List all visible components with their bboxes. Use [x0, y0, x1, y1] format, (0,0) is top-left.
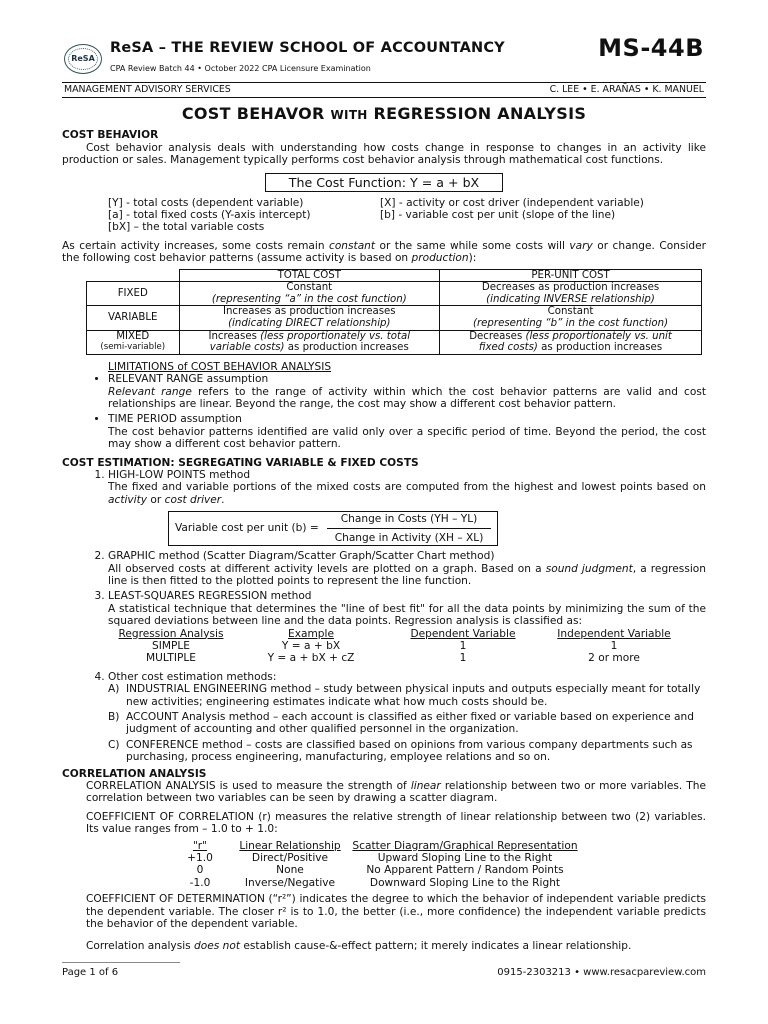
cost-function-box: The Cost Function: Y = a + bX	[265, 173, 503, 192]
formula-fraction	[327, 513, 492, 544]
text-run: (less proportionately vs. total	[260, 330, 411, 342]
logo-ring	[68, 48, 98, 70]
text-run: or change. Consider the following cost behavior patterns (assume activity is based on	[62, 239, 707, 265]
text-run: as production increases	[284, 342, 409, 354]
list-item	[108, 550, 706, 587]
regression-header: Dependent Variable	[410, 627, 516, 640]
column-header-per-unit-cost: PER-UNIT COST	[440, 269, 702, 282]
correlation-cell: None	[276, 864, 304, 877]
table-row	[87, 282, 702, 306]
list-item-body	[108, 386, 706, 411]
correlation-note	[86, 940, 706, 952]
text-run: Correlation analysis	[86, 940, 195, 953]
table-cell	[440, 282, 702, 306]
text-run: ):	[468, 252, 477, 265]
cell-line: Decreases as production increases	[481, 282, 660, 294]
list-item	[108, 413, 706, 450]
text-run: fixed costs)	[478, 342, 538, 354]
estimation-methods-list	[62, 469, 706, 764]
text-run: As certain activity increases, some costs remain	[62, 239, 329, 252]
school-subtitle: CPA Review Batch 44 • October 2022 CPA Licensure Examination	[110, 64, 371, 73]
cell-line: (representing “b” in the cost function)	[472, 318, 669, 330]
cell-line: (indicating INVERSE relationship)	[486, 293, 655, 305]
document-code: MS-44B	[598, 34, 704, 62]
logo-text: ReSA	[71, 53, 95, 63]
list-item	[108, 683, 706, 708]
page-number: Page 1 of 6	[62, 967, 119, 978]
behavior-patterns-paragraph	[62, 240, 706, 265]
text-run: Increases	[208, 330, 261, 342]
text-run: refers to the range of activity within which the cost behavior patterns are valid and cost relationships are linear. Beyond the range, the cost may show a different cost behavior pattern.	[108, 385, 706, 411]
correlation-paragraph-2: COEFFICIENT OF CORRELATION (r) measures the relative strength of linear relationship between two (2) variables. Its value ranges from – 1.0 to + 1.0:	[86, 810, 706, 836]
cell-line	[182, 331, 438, 343]
text-run: establish cause-&-effect pattern; it merely indicates a linear relationship.	[240, 940, 632, 953]
correlation-cell: No Apparent Pattern / Random Points	[366, 864, 564, 877]
text-run: activity	[108, 493, 148, 506]
list-item	[108, 711, 706, 736]
regression-cell: 1	[459, 639, 467, 652]
text-run: relationship between two or more variables. The correlation between two variables can be seen by drawing a scatter diagram.	[86, 780, 706, 805]
text-run: vary	[569, 239, 593, 252]
page-title	[62, 104, 706, 123]
legend-item: [a] - total fixed costs (Y-axis intercept)	[108, 209, 311, 222]
correlation-cell: Upward Sloping Line to the Right	[377, 852, 553, 865]
cell-line	[442, 331, 699, 343]
table-cell	[179, 306, 440, 330]
text-run: , a regression line is then fitted to the plotted points to represent the line function.	[108, 562, 706, 587]
text-run: does not	[194, 940, 241, 953]
list-item	[108, 469, 706, 546]
cost-behavior-table	[86, 269, 702, 355]
legend-item	[380, 221, 706, 233]
limitations-heading: LIMITATIONS of COST BEHAVIOR ANALYSIS	[108, 360, 332, 373]
page-footer	[62, 962, 706, 979]
table-cell	[179, 330, 440, 354]
table-row	[87, 330, 702, 354]
text-run: linear	[410, 780, 441, 792]
table-header-row	[87, 269, 702, 282]
cell-line: MIXED	[116, 330, 150, 342]
list-item-title: • TIME PERIOD assumption	[108, 413, 242, 426]
formula-box	[168, 511, 498, 546]
list-text: INDUSTRIAL ENGINEERING method – study between physical inputs and outputs especially meant for totally new activities; engineering estimates indicate what how much costs should be.	[126, 683, 701, 708]
cell-line: (semi-variable)	[100, 342, 166, 353]
text-run: All observed costs at different activity levels are plotted on a graph. Based on a	[108, 562, 546, 575]
cell-line: (indicating DIRECT relationship)	[228, 318, 391, 330]
regression-header: Example	[288, 627, 334, 640]
correlation-cell: -1.0	[189, 876, 211, 889]
limitations-list	[62, 373, 706, 450]
cell-line: Constant	[547, 306, 594, 318]
legend-item: [bX] – the total variable costs	[108, 221, 265, 234]
list-text: ACCOUNT Analysis method – each account is classified as either fixed or variable based on experience and judgment of accounting and other qualified personnel in the organization.	[126, 710, 694, 736]
text-run: constant	[329, 239, 376, 252]
list-item-body	[108, 481, 706, 506]
correlation-cell: +1.0	[187, 852, 213, 865]
legend-item: [Y] - total costs (dependent variable)	[108, 196, 304, 209]
text-run: cost driver	[164, 493, 222, 506]
section-heading-correlation: CORRELATION ANALYSIS	[62, 767, 207, 780]
table-row	[87, 306, 702, 330]
cost-behavior-intro: Cost behavior analysis deals with understanding how costs change in response to changes in an activity like production or sales. Management typically performs cost behavior analysis through mathematical cost functions.	[62, 141, 706, 167]
formula-denominator: Change in Activity (XH – XL)	[334, 531, 484, 544]
section-heading-cost-estimation: COST ESTIMATION: SEGREGATING VARIABLE & FIXED COSTS	[62, 456, 419, 469]
text-run: or the same while some costs will	[375, 239, 570, 252]
regression-cell: Y = a + bX + cZ	[267, 652, 355, 665]
correlation-table	[170, 840, 706, 890]
high-low-formula	[168, 511, 706, 546]
regression-cell: SIMPLE	[152, 639, 190, 652]
regression-header: Independent Variable	[557, 627, 671, 640]
section-heading-cost-behavior: COST BEHAVIOR	[62, 129, 159, 142]
cell-line: (representing “a” in the cost function)	[211, 293, 407, 305]
text-run: CORRELATION ANALYSIS is used to measure the strength of	[86, 780, 411, 792]
correlation-cell: Inverse/Negative	[244, 876, 336, 889]
title-part-3: REGRESSION ANALYSIS	[367, 104, 587, 123]
title-part-1: COST BEHAVOR	[181, 104, 331, 123]
cell-line: Constant	[286, 282, 333, 294]
contact-info: 0915-2303213 • www.resacpareview.com	[497, 967, 706, 978]
table-cell	[179, 282, 440, 306]
list-item	[108, 590, 706, 664]
list-item-title: 4. Other cost estimation methods:	[108, 670, 277, 683]
determination-paragraph: COEFFICIENT OF DETERMINATION (“r²”) indicates the degree to which the behavior of independent variable predicts the dependent variable. The closer r² is to 1.0, the better (i.e., more confidence) the independent variable predicts the behavior of the dependent variable.	[86, 893, 706, 931]
resa-logo	[64, 44, 102, 74]
text-run: .	[221, 493, 225, 506]
regression-table	[112, 628, 706, 665]
correlation-header: Linear Relationship	[239, 839, 341, 852]
regression-cell: 2 or more	[588, 652, 640, 665]
correlation-paragraph-1	[86, 780, 706, 805]
list-item	[108, 373, 706, 410]
text-run: Decreases	[469, 330, 526, 342]
regression-cell: 1	[610, 639, 618, 652]
list-item-title: 3. LEAST-SQUARES REGRESSION method	[108, 590, 312, 603]
regression-cell: Y = a + bX	[281, 639, 341, 652]
subject-bar	[62, 82, 706, 98]
correlation-cell: Direct/Positive	[251, 852, 329, 865]
formula-numerator: Change in Costs (YH – YL)	[327, 513, 492, 528]
list-key: C)	[108, 738, 120, 751]
row-label-fixed: FIXED	[87, 282, 180, 306]
subject-name: MANAGEMENT ADVISORY SERVICES	[64, 84, 231, 95]
row-label-mixed	[87, 330, 180, 354]
regression-header: Regression Analysis	[118, 627, 224, 640]
footer-rule	[62, 962, 180, 963]
text-run: Relevant range	[108, 385, 192, 398]
footer-row	[62, 967, 706, 979]
list-item-body: The cost behavior patterns identified are valid only over a specific period of time. Beyond the period, the cost may show a different cost behavior pattern.	[108, 425, 706, 451]
cost-function-legend	[108, 197, 706, 234]
list-item-title: • RELEVANT RANGE assumption	[108, 373, 269, 386]
page-header	[62, 34, 706, 80]
authors: C. LEE • E. ARAÑAS • K. MANUEL	[549, 84, 704, 95]
list-item	[108, 671, 706, 764]
row-label-variable: VARIABLE	[87, 306, 180, 330]
empty-header-cell	[87, 269, 180, 282]
text-run: variable costs)	[209, 342, 285, 354]
list-key: B)	[108, 710, 120, 723]
list-item	[108, 739, 706, 764]
text-run: as production increases	[537, 342, 663, 354]
correlation-header: Scatter Diagram/Graphical Representation	[352, 839, 578, 852]
list-item-title: 1. HIGH-LOW POINTS method	[108, 469, 251, 482]
list-text: CONFERENCE method – costs are classified based on opinions from various company departments such as purchasing, process engineering, manufacturing, employee relations and so on.	[126, 738, 693, 764]
regression-cell: MULTIPLE	[146, 652, 196, 665]
cell-line	[442, 342, 699, 354]
other-methods-list	[108, 683, 706, 763]
regression-cell: 1	[459, 652, 467, 665]
list-item-body	[108, 563, 706, 588]
legend-item: [X] - activity or cost driver (independent variable)	[380, 196, 644, 209]
correlation-header: "r"	[192, 839, 208, 852]
table-cell	[440, 306, 702, 330]
legend-item: [b] - variable cost per unit (slope of the line)	[380, 209, 616, 222]
cell-line	[182, 342, 438, 354]
table-cell	[440, 330, 702, 354]
correlation-cell: Downward Sloping Line to the Right	[369, 876, 561, 889]
list-item-title: 2. GRAPHIC method (Scatter Diagram/Scatter Graph/Scatter Chart method)	[108, 550, 495, 563]
column-header-total-cost: TOTAL COST	[179, 269, 440, 282]
list-item-body: A statistical technique that determines the "line of best fit" for all the data points by minimizing the sum of the squared deviations between line and the data points. Regression analysis is classified as:	[108, 602, 706, 628]
formula-label: Variable cost per unit (b) =	[175, 522, 319, 535]
text-run: production	[411, 252, 469, 265]
school-name: ReSA – THE REVIEW SCHOOL OF ACCOUNTANCY	[110, 40, 505, 56]
text-run: (less proportionately vs. unit	[525, 330, 672, 342]
list-key: A)	[108, 683, 120, 696]
title-part-2: WITH	[330, 108, 368, 122]
text-run: sound judgment	[545, 562, 633, 575]
cell-line: Increases as production increases	[222, 306, 396, 318]
correlation-cell: 0	[196, 864, 204, 877]
text-run: The fixed and variable portions of the mixed costs are computed from the highest and lowest points based on	[108, 481, 706, 494]
text-run: or	[147, 493, 165, 506]
